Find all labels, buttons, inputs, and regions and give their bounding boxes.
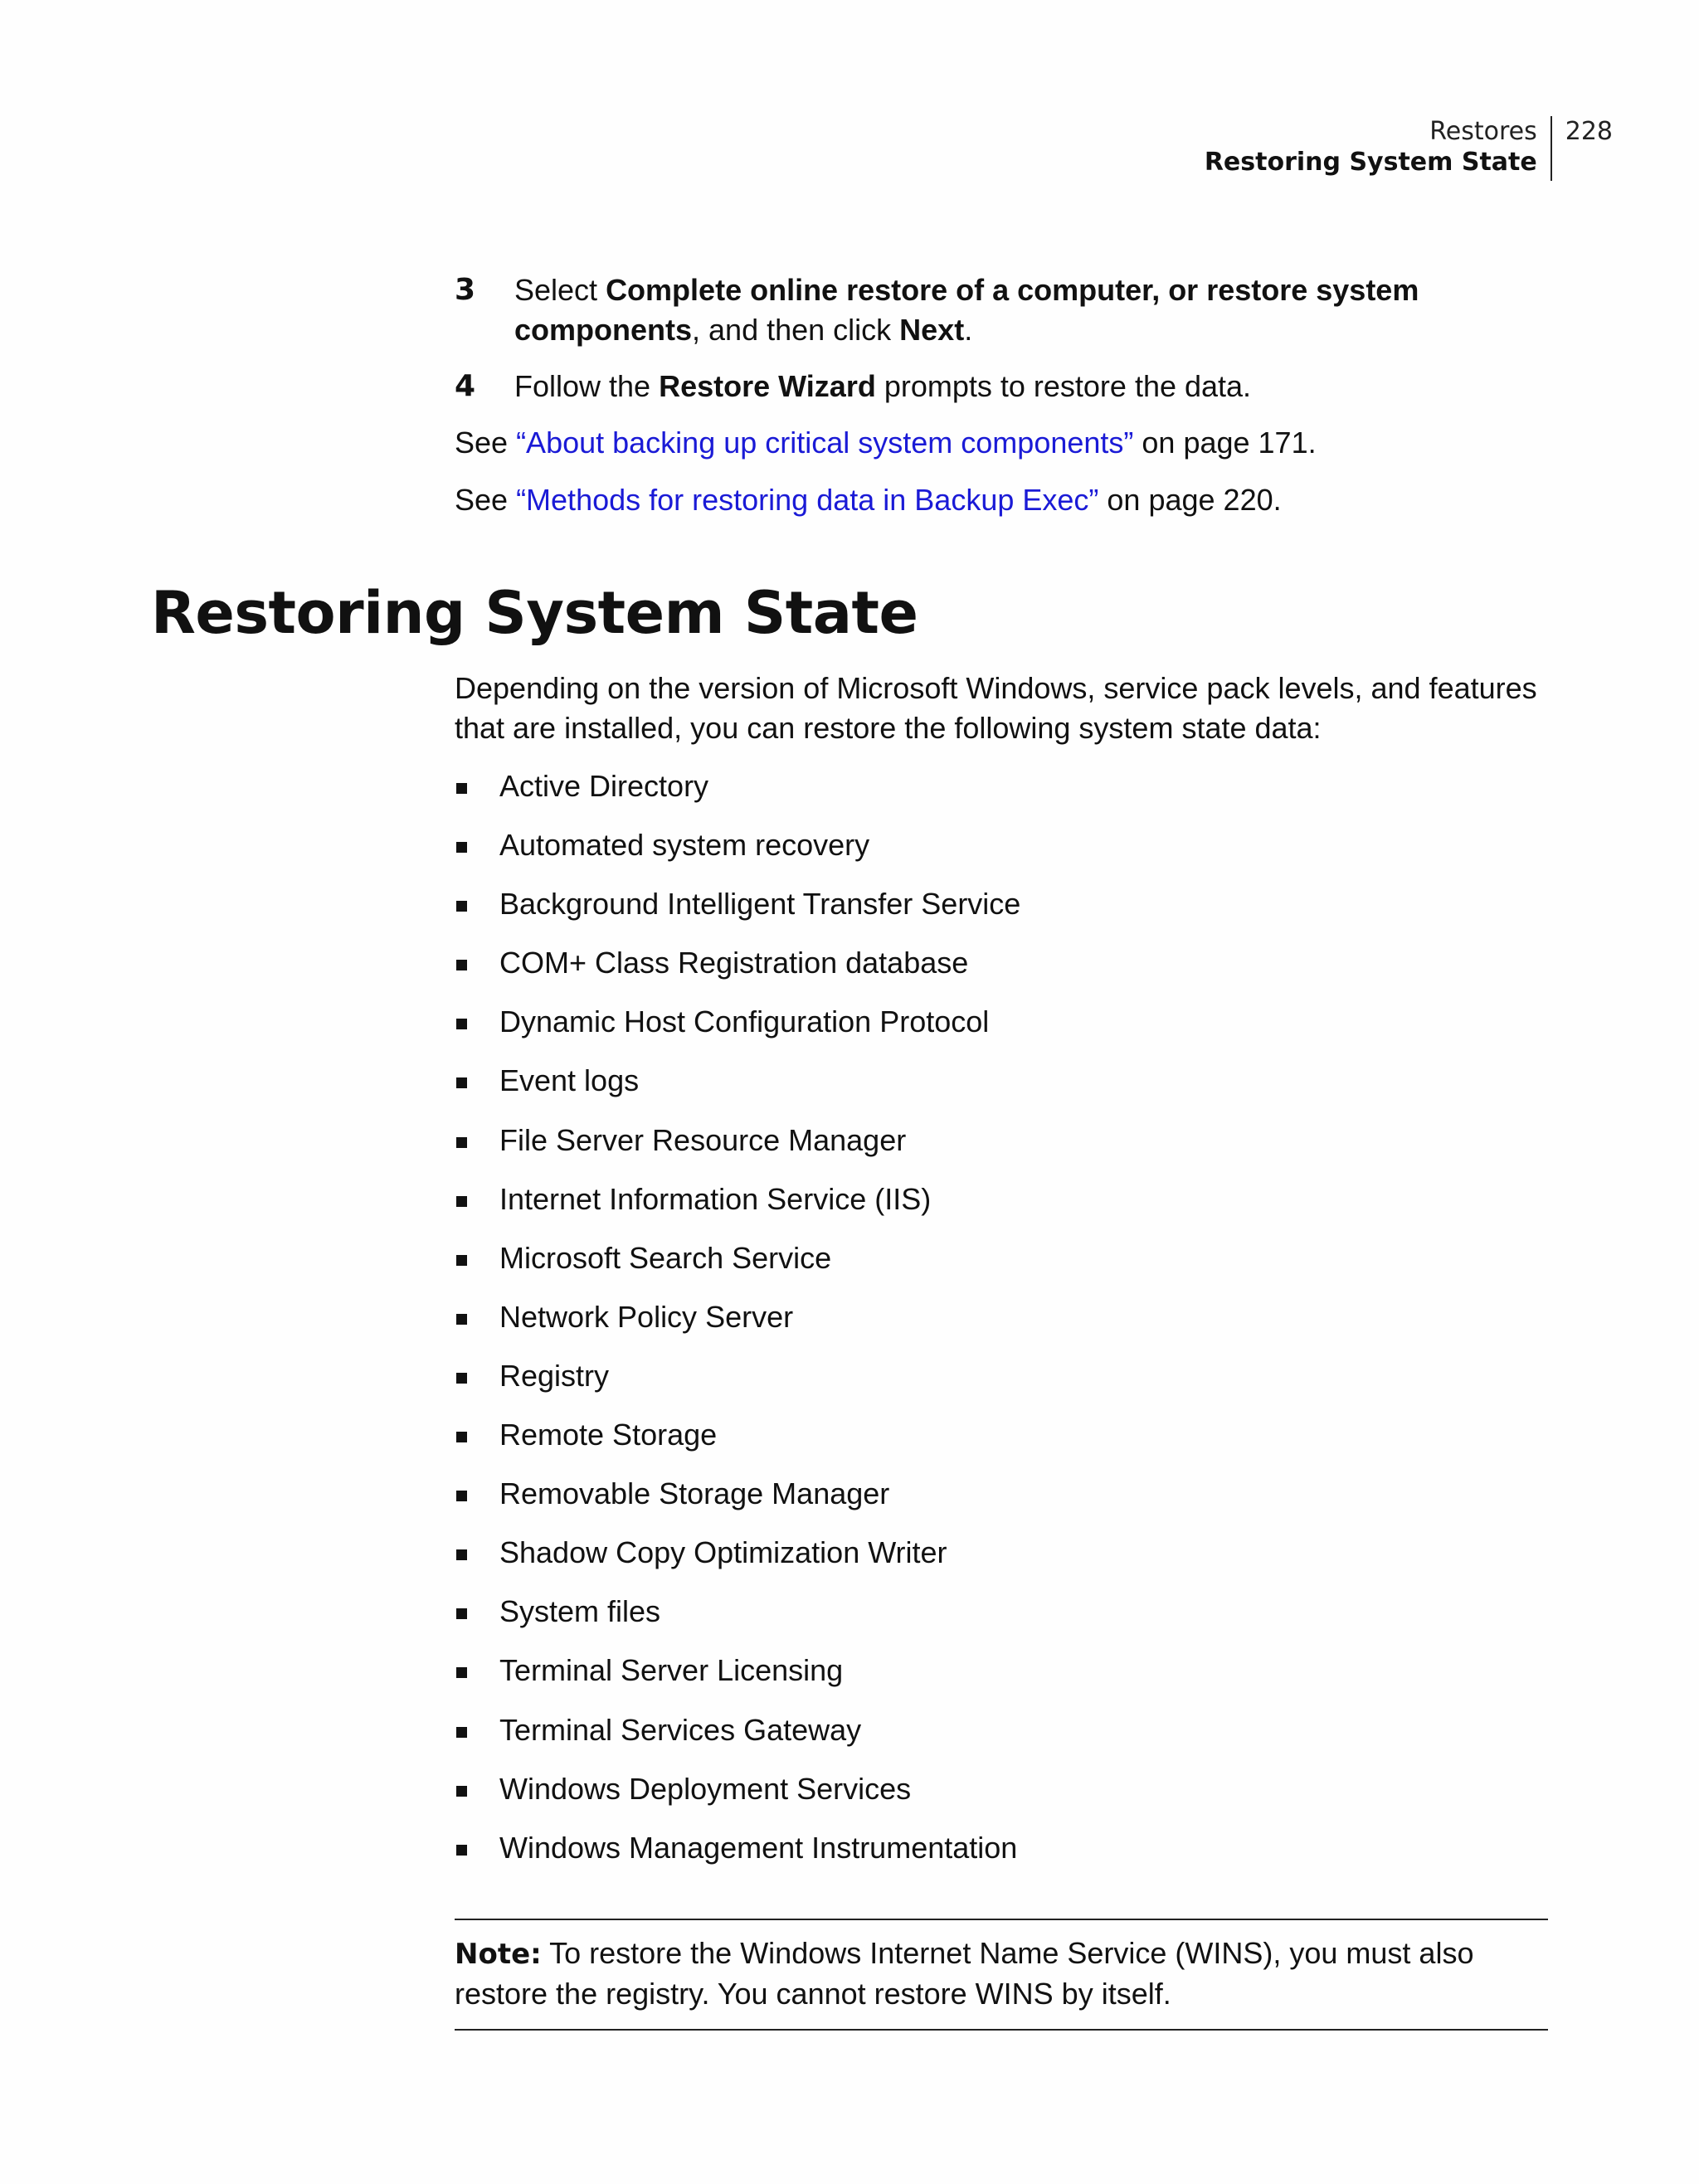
cross-reference-link[interactable]: “Methods for restoring data in Backup Exec”	[516, 483, 1099, 517]
list-item-text: Registry	[499, 1358, 610, 1393]
step-number: 4	[455, 369, 476, 403]
page-number: 228	[1565, 117, 1613, 146]
list-item-text: Terminal Services Gateway	[499, 1712, 862, 1747]
cross-reference-link[interactable]: “About backing up critical system components”	[516, 426, 1134, 460]
running-head	[1205, 116, 1613, 181]
step-number: 3	[455, 273, 476, 307]
step-text-post: prompts to restore the data.	[875, 369, 1252, 403]
list-item	[455, 1061, 1020, 1120]
step-option-name: Complete online restore of a computer, or restore system components	[514, 273, 1419, 347]
system-state-list	[455, 766, 1020, 1887]
see-prefix: See	[455, 483, 517, 517]
list-item	[455, 1474, 1020, 1533]
list-item-text: Internet Information Service (IIS)	[499, 1181, 932, 1216]
step-text	[514, 367, 1550, 406]
list-item-text: Remote Storage	[499, 1418, 718, 1452]
running-head-chapter: Restores	[1429, 117, 1537, 146]
list-item-text: COM+ Class Registration database	[499, 946, 969, 980]
list-item-text: Microsoft Search Service	[499, 1240, 832, 1275]
list-item	[455, 1238, 1020, 1297]
steps-block	[455, 270, 1550, 537]
list-item-text: Event logs	[499, 1063, 640, 1098]
list-item-text: Removable Storage Manager	[499, 1476, 890, 1511]
list-item-text: Network Policy Server	[499, 1299, 794, 1334]
list-item	[455, 1002, 1020, 1061]
list-item-text: Dynamic Host Configuration Protocol	[499, 1004, 990, 1039]
list-item-text: Automated system recovery	[499, 828, 870, 863]
list-item	[455, 766, 1020, 825]
note-text: To restore the Windows Internet Name Service (WINS), you must also restore the registry. You cannot restore WINS by itself.	[455, 1936, 1474, 2011]
list-item	[455, 1710, 1020, 1769]
list-item-text: Active Directory	[499, 769, 709, 803]
list-item	[455, 943, 1020, 1002]
section-heading: Restoring System State	[151, 579, 918, 647]
list-item-text: File Server Resource Manager	[499, 1122, 907, 1157]
see-suffix: on page 171.	[1133, 426, 1317, 460]
list-item	[455, 825, 1020, 884]
see-suffix: on page 220.	[1098, 483, 1282, 517]
step-text-pre: Select	[514, 273, 606, 307]
list-item	[455, 1592, 1020, 1651]
running-head-text	[1205, 116, 1552, 181]
note-box	[455, 1919, 1548, 2031]
step-text-mid: , and then click	[692, 313, 900, 347]
list-item-text: Terminal Server Licensing	[499, 1653, 844, 1688]
list-item-text: System files	[499, 1594, 661, 1629]
note-label: Note:	[455, 1938, 542, 1971]
see-also-2	[455, 480, 1550, 520]
list-item-text: Shadow Copy Optimization Writer	[499, 1535, 947, 1570]
see-also-1	[455, 423, 1550, 463]
list-item	[455, 1180, 1020, 1238]
step-text-pre: Follow the	[514, 369, 660, 403]
list-item	[455, 1651, 1020, 1710]
step-text-post: .	[964, 313, 973, 347]
list-item-text: Windows Deployment Services	[499, 1771, 912, 1806]
list-item-text: Background Intelligent Transfer Service	[499, 887, 1021, 922]
list-item	[455, 1356, 1020, 1415]
list-item	[455, 1297, 1020, 1356]
intro-paragraph: Depending on the version of Microsoft Windows, service pack levels, and features that are installed, you can restore the following system state data:	[455, 671, 1537, 745]
step-3	[455, 270, 1550, 350]
step-button-name: Next	[899, 313, 965, 347]
list-item-text: Windows Management Instrumentation	[499, 1830, 1018, 1865]
list-item	[455, 1415, 1020, 1474]
list-item	[455, 1121, 1020, 1180]
step-4	[455, 367, 1550, 406]
list-item	[455, 1533, 1020, 1592]
list-item	[455, 884, 1020, 943]
running-head-section: Restoring System State	[1204, 148, 1537, 177]
list-item	[455, 1769, 1020, 1828]
see-prefix: See	[455, 426, 517, 460]
step-text	[514, 270, 1550, 350]
list-item	[455, 1828, 1020, 1887]
step-wizard-name: Restore Wizard	[659, 369, 876, 403]
